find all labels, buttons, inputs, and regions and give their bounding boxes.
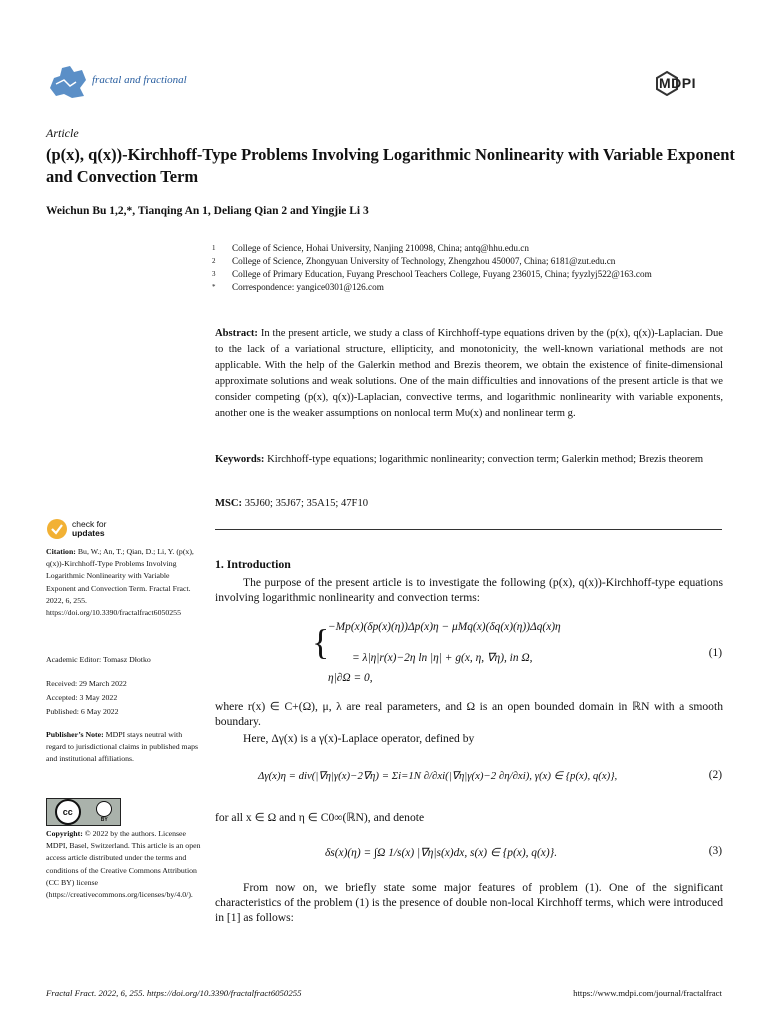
equation-1-line-2: = λ|η|r(x)−2η ln |η| + g(x, η, ∇η), in Ω, <box>352 652 533 664</box>
accepted-date: Accepted: 3 May 2022 <box>46 693 118 702</box>
article-type: Article <box>46 126 79 140</box>
by-person-icon <box>96 801 112 817</box>
affiliation-1: 1 College of Science, Hohai University, Nanjing 210098, China; antq@hhu.edu.cn <box>212 243 529 253</box>
by-label: BY <box>100 817 108 823</box>
equation-3-number: (3) <box>708 845 722 857</box>
affiliation-2: 2 College of Science, Zhongyuan University of Technology, Zhengzhou 450007, China; 6181@zut.edu.cn <box>212 256 616 266</box>
published-date: Published: 6 May 2022 <box>46 707 119 716</box>
keywords-text: Kirchhoff-type equations; logarithmic nonlinearity; convection term; Galerkin method; Brezis theorem <box>267 454 704 465</box>
mdpi-logo-text: MDPI <box>659 75 696 91</box>
equation-2: Δγ(x)η = div(|∇η|γ(x)−2∇η) = Σi=1N ∂/∂xi(|∇η|γ(x)−2 ∂η/∂xi), γ(x) ∈ {p(x), q(x)}, <box>258 770 618 782</box>
equation-brace: { <box>312 622 330 662</box>
check-updates-icon <box>46 518 68 540</box>
affiliation-correspondence: * Correspondence: yangice0301@126.com <box>212 282 384 292</box>
abstract-text: In the present article, we study a class of Kirchhoff-type equations driven by the (p(x), q(x))-Laplacian. Due to the lack of a variational structure, ellipticity, and monotonicity, the well-known variational methods are not applicable. With the help of the Galerkin method and Brezis theorem, we obtain the existence of finite-dimensional approximate solutions and weak solutions. One of the main difficulties and innovations of the present article is that we consider competing (p(x), q(x))-Laplacian, convective terms, and logarithmic nonlinearity with variable exponents, another one is the weaker assumptions on nonlocal term Mυ(x) and nonlinear term g. <box>215 328 723 419</box>
footer-citation: Fractal Fract. 2022, 6, 255. https://doi.org/10.3390/fractalfract6050255 <box>46 988 302 998</box>
intro-paragraph-2: where r(x) ∈ C+(Ω), μ, λ are real parameters, and Ω is an open bounded domain in ℝN with a smooth boundary. <box>215 700 723 728</box>
journal-name: fractal and fractional <box>92 74 187 86</box>
page-title: (p(x), q(x))-Kirchhoff-Type Problems Involving Logarithmic Nonlinearity with Variable Exponent and Convection Term <box>46 145 735 186</box>
journal-logo <box>46 58 90 107</box>
equation-1-number: (1) <box>708 647 722 659</box>
authors: Weichun Bu 1,2,*, Tianqing An 1, Deliang Qian 2 and Yingjie Li 3 <box>46 205 369 217</box>
citation: Citation: Bu, W.; An, T.; Qian, D.; Li, Y. (p(x), q(x))-Kirchhoff-Type Problems Involving Logarithmic Nonlinearity with Variable Exponent and Convection Term. Fractal Fract. 2022, 6, 255. https://doi.org/10.3390/fractalfract6050255 <box>46 547 194 618</box>
equation-1-line-3: η|∂Ω = 0, <box>328 672 373 684</box>
intro-paragraph-3: Here, Δγ(x) is a γ(x)-Laplace operator, defined by <box>243 732 475 745</box>
msc-text: 35J60; 35J67; 35A15; 47F10 <box>244 498 369 509</box>
msc <box>215 498 368 509</box>
affiliation-3: 3 College of Primary Education, Fuyang Preschool Teachers College, Fuyang 236015, China; fyyzlyj522@163.com <box>212 269 652 279</box>
equation-1-line-1: −Mp(x)(δp(x)(η))Δp(x)η − μMq(x)(δq(x)(η))Δq(x)η <box>328 621 561 633</box>
check-updates-line2: updates <box>72 528 105 538</box>
mdpi-logo <box>654 70 720 96</box>
cc-icon: cc <box>55 799 81 825</box>
equation-2-number: (2) <box>708 769 722 781</box>
section-heading-introduction: 1. Introduction <box>215 557 291 571</box>
check-updates-button[interactable] <box>46 518 107 540</box>
received-date: Received: 29 March 2022 <box>46 679 127 688</box>
cc-by-license-badge[interactable] <box>46 798 121 826</box>
intro-paragraph-5: From now on, we briefly state some major features of problem (1). One of the significant characteristics of the problem (1) is the presence of double non-local Kirchhoff terms, which were introduced in [1] as follows: <box>215 881 723 924</box>
keywords-label: Keywords: <box>215 454 265 465</box>
academic-editor: Academic Editor: Tomasz Dłotko <box>46 655 151 664</box>
publisher-note: Publisher’s Note: MDPI stays neutral with regard to jurisdictional claims in published maps and institutional affiliations. <box>46 730 199 764</box>
intro-paragraph-4: for all x ∈ Ω and η ∈ C0∞(ℝN), and denote <box>215 811 425 824</box>
check-updates-line1: check for <box>72 519 107 529</box>
equation-3: δs(x)(η) = ∫Ω 1/s(x) |∇η|s(x)dx, s(x) ∈ {p(x), q(x)}. <box>325 847 558 859</box>
abstract <box>215 326 723 422</box>
footer-journal-link[interactable]: https://www.mdpi.com/journal/fractalfract <box>573 988 722 998</box>
keywords <box>215 452 723 468</box>
msc-label: MSC: <box>215 498 243 509</box>
divider <box>215 529 722 530</box>
abstract-label: Abstract: <box>215 328 258 339</box>
copyright: Copyright: © 2022 by the authors. Licensee MDPI, Basel, Switzerland. This article is an open access article distributed under the terms and conditions of the Creative Commons Attribution (CC BY) license (https://creativecommons.org/licenses/by/4.0/). <box>46 829 201 900</box>
affiliations <box>212 242 732 294</box>
intro-paragraph-1: The purpose of the present article is to investigate the following (p(x), q(x))-Kirchhoff-type equations involving logarithmic nonlinearity and convection terms: <box>215 576 723 604</box>
